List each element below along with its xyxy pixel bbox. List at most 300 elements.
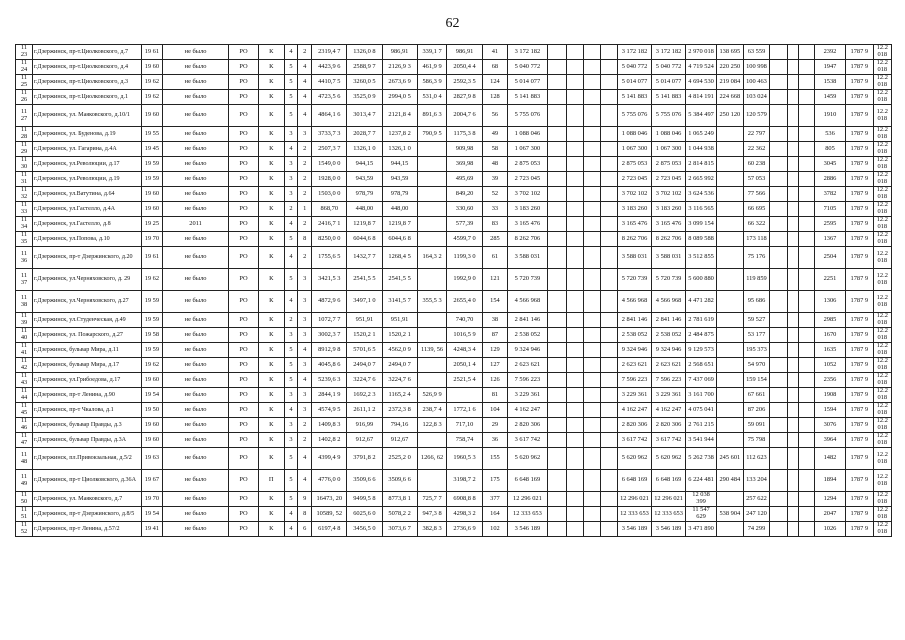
total-cost-cell: 8 262 706 [508,232,547,247]
floors-cell: 4 [284,522,298,537]
max-unit-cost-cell: 1787 9 [845,433,873,448]
total-area-cell: 1549,0 0 [312,157,347,172]
fund-method-cell: РО [229,448,259,470]
residents-count-cell: 58 [482,142,508,157]
deadline-cell: 12.2 018 [873,388,891,403]
total-cost-cell: 5 620 962 [508,448,547,470]
total-cost-cell: 5 755 076 [508,105,547,127]
unit-cost-cell: 536 [815,127,846,142]
total-cost-cell: 2 820 306 [508,418,547,433]
fund-cost-cell: 3 541 944 [686,433,717,448]
address-cell: г.Дзержинск, ул.Студенческая, д.49 [33,313,142,328]
empty-cell [788,157,799,172]
cost-cell-3: 5 620 962 [652,448,686,470]
entrances-cell: 8 [298,232,312,247]
max-unit-cost-cell: 1787 9 [845,75,873,90]
fund-method-cell: РО [229,142,259,157]
max-unit-cost-cell: 1787 9 [845,269,873,291]
total-area-cell: 4872,9 6 [312,291,347,313]
empty-cell [799,507,815,522]
cost-cell-2: 2 820 306 [617,418,651,433]
residential-area-cell: 6044,6 8 [382,232,417,247]
cost-cell-5 [717,269,744,291]
table-row [16,291,892,313]
floors-cell: 5 [284,75,298,90]
empty-cell [566,492,583,507]
empty-cell [547,127,566,142]
empty-cell [566,247,583,269]
empty-cell [770,328,788,343]
entrances-cell: 2 [298,157,312,172]
residents-count-cell: 33 [482,202,508,217]
empty-cell [566,388,583,403]
last-repair-cell: не было [163,418,229,433]
empty-cell [799,217,815,232]
deadline-cell: 12.2 018 [873,418,891,433]
wall-material-cell: К [258,202,284,217]
residential-area-cell: 1520,2 1 [382,328,417,343]
nonresidential-area-cell: 1266, 62 [417,448,447,470]
empty-cell [788,105,799,127]
table-row [16,358,892,373]
unit-cost-cell: 1670 [815,328,846,343]
premises-area-cell: 3224,7 6 [347,373,382,388]
entrances-cell: 3 [298,403,312,418]
premises-area-cell: 2611,1 2 [347,403,382,418]
owned-area-cell: 4248,3 4 [447,343,482,358]
table-row [16,75,892,90]
empty-cell [547,433,566,448]
deadline-cell: 12.2 018 [873,313,891,328]
owned-area-cell: 2050,1 4 [447,358,482,373]
empty-cell [799,470,815,492]
nonresidential-area-cell [417,232,447,247]
deadline-cell: 12.2 018 [873,247,891,269]
premises-area-cell: 943,59 [347,172,382,187]
empty-cell [547,470,566,492]
max-unit-cost-cell: 1787 9 [845,470,873,492]
owned-area-cell: 2592,3 5 [447,75,482,90]
wall-material-cell: К [258,75,284,90]
cost-cell-5 [717,247,744,269]
empty-cell [788,217,799,232]
wall-material-cell: К [258,358,284,373]
empty-cell [770,142,788,157]
last-repair-cell: не было [163,187,229,202]
wall-material-cell: К [258,172,284,187]
residential-area-cell: 2121,8 4 [382,105,417,127]
floors-cell: 4 [284,247,298,269]
build-year-cell: 19 59 [141,291,162,313]
total-area-cell: 1409,8 3 [312,418,347,433]
empty-cell [770,60,788,75]
owned-area-cell: 6908,8 8 [447,492,482,507]
cost-cell-6: 75 798 [743,433,770,448]
empty-cell [566,45,583,60]
floors-cell: 3 [284,388,298,403]
cost-cell-2: 4 566 968 [617,291,651,313]
cost-cell-2: 1 067 300 [617,142,651,157]
wall-material-cell: К [258,433,284,448]
wall-material-cell: К [258,60,284,75]
owned-area-cell: 369,98 [447,157,482,172]
empty-cell [566,358,583,373]
owned-area-cell: 2827,9 8 [447,90,482,105]
empty-cell [799,291,815,313]
empty-cell [770,433,788,448]
empty-cell [600,373,617,388]
fund-cost-cell: 3 512 855 [686,247,717,269]
address-cell: г.Дзержинск, пр-т.Циолковского, д.7 [33,45,142,60]
floors-cell: 3 [284,418,298,433]
floors-cell: 3 [284,187,298,202]
residential-area-cell: 986,91 [382,45,417,60]
residents-count-cell: 175 [482,470,508,492]
entrances-cell: 3 [298,313,312,328]
nonresidential-area-cell [417,433,447,448]
premises-area-cell: 2541,5 5 [347,269,382,291]
cost-cell-5 [717,157,744,172]
unit-cost-cell: 1908 [815,388,846,403]
fund-cost-cell: 2 761 215 [686,418,717,433]
entrances-cell: 4 [298,343,312,358]
empty-cell [600,45,617,60]
cost-cell-6: 53 177 [743,328,770,343]
empty-cell [566,90,583,105]
residential-area-cell: 944,15 [382,157,417,172]
cost-cell-2: 2 538 052 [617,328,651,343]
empty-cell [799,232,815,247]
address-cell: г.Дзержинск, ул.Гастелло, д.4А [33,202,142,217]
unit-cost-cell: 2595 [815,217,846,232]
empty-cell [770,470,788,492]
cost-cell-2: 3 229 361 [617,388,651,403]
fund-cost-cell: 4 471 282 [686,291,717,313]
deadline-cell: 12.2 018 [873,358,891,373]
wall-material-cell: К [258,373,284,388]
deadline-cell: 12.2 018 [873,187,891,202]
row-number: 11 52 [16,522,33,537]
unit-cost-cell: 3076 [815,418,846,433]
floors-cell: 3 [284,172,298,187]
entrances-cell: 9 [298,492,312,507]
cost-cell-6: 22 362 [743,142,770,157]
max-unit-cost-cell: 1787 9 [845,247,873,269]
unit-cost-cell: 1594 [815,403,846,418]
fund-method-cell: РО [229,232,259,247]
empty-cell [799,45,815,60]
owned-area-cell: 740,70 [447,313,482,328]
total-area-cell: 5239,6 3 [312,373,347,388]
total-cost-cell: 3 183 260 [508,202,547,217]
residential-area-cell: 8773,8 1 [382,492,417,507]
table-row [16,328,892,343]
entrances-cell: 2 [298,172,312,187]
empty-cell [583,470,600,492]
owned-area-cell: 909,98 [447,142,482,157]
cost-cell-5 [717,172,744,187]
cost-cell-2: 6 648 169 [617,470,651,492]
deadline-cell: 12.2 018 [873,105,891,127]
deadline-cell: 12.2 018 [873,328,891,343]
last-repair-cell: не было [163,172,229,187]
cost-cell-6: 66 695 [743,202,770,217]
residents-count-cell: 56 [482,105,508,127]
cost-cell-5 [717,142,744,157]
table-row [16,492,892,507]
address-cell: г.Дзержинск, пр-т.Циолковского, д.4 [33,60,142,75]
fund-method-cell: РО [229,433,259,448]
address-cell: г.Дзержинск, пр-т.Циолковского, д.3 [33,75,142,90]
cost-cell-6: 67 661 [743,388,770,403]
unit-cost-cell: 1294 [815,492,846,507]
empty-cell [788,247,799,269]
cost-cell-6: 195 373 [743,343,770,358]
last-repair-cell: не было [163,470,229,492]
empty-cell [770,269,788,291]
total-cost-cell: 5 141 883 [508,90,547,105]
max-unit-cost-cell: 1787 9 [845,358,873,373]
owned-area-cell: 1960,5 3 [447,448,482,470]
cost-cell-6: 247 120 [743,507,770,522]
row-number: 11 33 [16,202,33,217]
total-cost-cell: 12 296 021 [508,492,547,507]
total-cost-cell: 3 165 476 [508,217,547,232]
cost-cell-5: 224 668 [717,90,744,105]
empty-cell [583,187,600,202]
entrances-cell: 2 [298,217,312,232]
entrances-cell: 8 [298,507,312,522]
residential-area-cell: 1237,8 2 [382,127,417,142]
empty-cell [799,448,815,470]
fund-cost-cell: 4 075 041 [686,403,717,418]
cost-cell-5 [717,492,744,507]
entrances-cell: 2 [298,247,312,269]
empty-cell [770,388,788,403]
total-area-cell: 4410,7 5 [312,75,347,90]
row-number: 11 48 [16,448,33,470]
cost-cell-5: 220 250 [717,60,744,75]
empty-cell [547,247,566,269]
cost-cell-3: 1 088 046 [652,127,686,142]
build-year-cell: 19 60 [141,373,162,388]
empty-cell [583,313,600,328]
residential-area-cell: 2994,0 5 [382,90,417,105]
fund-method-cell: РО [229,60,259,75]
address-cell: г.Дзержинск, ул. Маяковского, д.7 [33,492,142,507]
row-number: 11 30 [16,157,33,172]
max-unit-cost-cell: 1787 9 [845,507,873,522]
build-year-cell: 19 58 [141,328,162,343]
entrances-cell: 4 [298,90,312,105]
total-area-cell: 6197,4 8 [312,522,347,537]
owned-area-cell [447,388,482,403]
total-cost-cell: 3 172 182 [508,45,547,60]
fund-cost-cell: 4 694 530 [686,75,717,90]
owned-area-cell: 1199,3 0 [447,247,482,269]
total-cost-cell: 3 588 031 [508,247,547,269]
premises-area-cell: 6025,6 0 [347,507,382,522]
empty-cell [566,418,583,433]
cost-cell-6: 112 623 [743,448,770,470]
cost-cell-5 [717,433,744,448]
fund-cost-cell: 8 089 588 [686,232,717,247]
empty-cell [547,313,566,328]
total-cost-cell: 5 014 077 [508,75,547,90]
row-number: 11 32 [16,187,33,202]
row-number: 11 35 [16,232,33,247]
fund-cost-cell: 1 044 938 [686,142,717,157]
wall-material-cell: К [258,492,284,507]
floors-cell: 5 [284,373,298,388]
residential-area-cell: 3224,7 6 [382,373,417,388]
empty-cell [788,142,799,157]
residents-count-cell: 155 [482,448,508,470]
cost-cell-6: 60 238 [743,157,770,172]
unit-cost-cell: 3782 [815,187,846,202]
empty-cell [788,291,799,313]
deadline-cell: 12.2 018 [873,343,891,358]
residents-count-cell: 49 [482,127,508,142]
empty-cell [799,403,815,418]
wall-material-cell: К [258,328,284,343]
empty-cell [583,232,600,247]
cost-cell-2: 3 546 189 [617,522,651,537]
empty-cell [583,217,600,232]
empty-cell [600,448,617,470]
row-number: 11 41 [16,343,33,358]
fund-cost-cell: 3 116 565 [686,202,717,217]
cost-cell-2: 4 162 247 [617,403,651,418]
build-year-cell: 19 60 [141,433,162,448]
fund-method-cell: РО [229,418,259,433]
address-cell: г.Дзержинск, пр-т Ленина, д.57/2 [33,522,142,537]
empty-cell [583,492,600,507]
cost-cell-6: 59 091 [743,418,770,433]
total-cost-cell: 9 324 946 [508,343,547,358]
wall-material-cell: К [258,105,284,127]
empty-cell [799,522,815,537]
entrances-cell: 3 [298,291,312,313]
cost-cell-2: 1 088 046 [617,127,651,142]
empty-cell [600,217,617,232]
empty-cell [600,522,617,537]
unit-cost-cell: 1367 [815,232,846,247]
empty-cell [788,172,799,187]
empty-cell [566,328,583,343]
wall-material-cell: К [258,157,284,172]
wall-material-cell: К [258,217,284,232]
empty-cell [799,388,815,403]
cost-cell-3: 3 183 260 [652,202,686,217]
fund-method-cell: РО [229,507,259,522]
unit-cost-cell: 3045 [815,157,846,172]
row-number: 11 45 [16,403,33,418]
table-row [16,105,892,127]
fund-cost-cell: 4 719 524 [686,60,717,75]
residents-count-cell: 104 [482,403,508,418]
last-repair-cell: не было [163,105,229,127]
residential-area-cell: 3509,6 6 [382,470,417,492]
table-row [16,202,892,217]
table-row [16,157,892,172]
row-number: 11 28 [16,127,33,142]
empty-cell [770,492,788,507]
cost-cell-6: 120 579 [743,105,770,127]
cost-cell-6: 75 176 [743,247,770,269]
empty-cell [583,172,600,187]
residents-count-cell: 285 [482,232,508,247]
empty-cell [583,60,600,75]
address-cell: г.Дзержинск, бульвар Правды, д.3А [33,433,142,448]
table-row [16,45,892,60]
max-unit-cost-cell: 1787 9 [845,187,873,202]
empty-cell [600,90,617,105]
cost-cell-3: 5 014 077 [652,75,686,90]
empty-cell [547,90,566,105]
fund-cost-cell: 3 161 700 [686,388,717,403]
premises-area-cell: 1432,7 7 [347,247,382,269]
cost-cell-3: 2 623 621 [652,358,686,373]
residential-area-cell: 951,91 [382,313,417,328]
fund-method-cell: РО [229,172,259,187]
wall-material-cell: К [258,127,284,142]
nonresidential-area-cell: 531,0 4 [417,90,447,105]
cost-cell-3: 2 820 306 [652,418,686,433]
floors-cell: 4 [284,403,298,418]
max-unit-cost-cell: 1787 9 [845,522,873,537]
cost-cell-5 [717,343,744,358]
empty-cell [583,522,600,537]
empty-cell [600,343,617,358]
build-year-cell: 19 60 [141,202,162,217]
premises-area-cell: 916,99 [347,418,382,433]
build-year-cell: 19 60 [141,105,162,127]
nonresidential-area-cell [417,172,447,187]
max-unit-cost-cell: 1787 9 [845,105,873,127]
last-repair-cell: не было [163,433,229,448]
max-unit-cost-cell: 1787 9 [845,418,873,433]
entrances-cell: 4 [298,105,312,127]
premises-area-cell: 2588,9 7 [347,60,382,75]
build-year-cell: 19 59 [141,157,162,172]
entrances-cell: 2 [298,187,312,202]
cost-cell-2: 3 617 742 [617,433,651,448]
empty-cell [547,187,566,202]
owned-area-cell: 330,60 [447,202,482,217]
empty-cell [583,247,600,269]
address-cell: г.Дзержинск, пр-т Чкалова, д.1 [33,403,142,418]
residential-area-cell: 448,00 [382,202,417,217]
fund-cost-cell: 4 814 191 [686,90,717,105]
entrances-cell: 3 [298,388,312,403]
empty-cell [600,142,617,157]
address-cell: г.Дзержинск, ул.Попова, д.10 [33,232,142,247]
residential-area-cell: 3073,6 7 [382,522,417,537]
owned-area-cell: 1016,5 9 [447,328,482,343]
build-year-cell: 19 62 [141,358,162,373]
wall-material-cell: К [258,403,284,418]
fund-method-cell: РО [229,291,259,313]
empty-cell [600,105,617,127]
table-row [16,60,892,75]
premises-area-cell: 3525,0 9 [347,90,382,105]
total-area-cell: 1755,6 5 [312,247,347,269]
fund-method-cell: РО [229,388,259,403]
table-row [16,448,892,470]
residents-count-cell: 127 [482,358,508,373]
empty-cell [583,291,600,313]
